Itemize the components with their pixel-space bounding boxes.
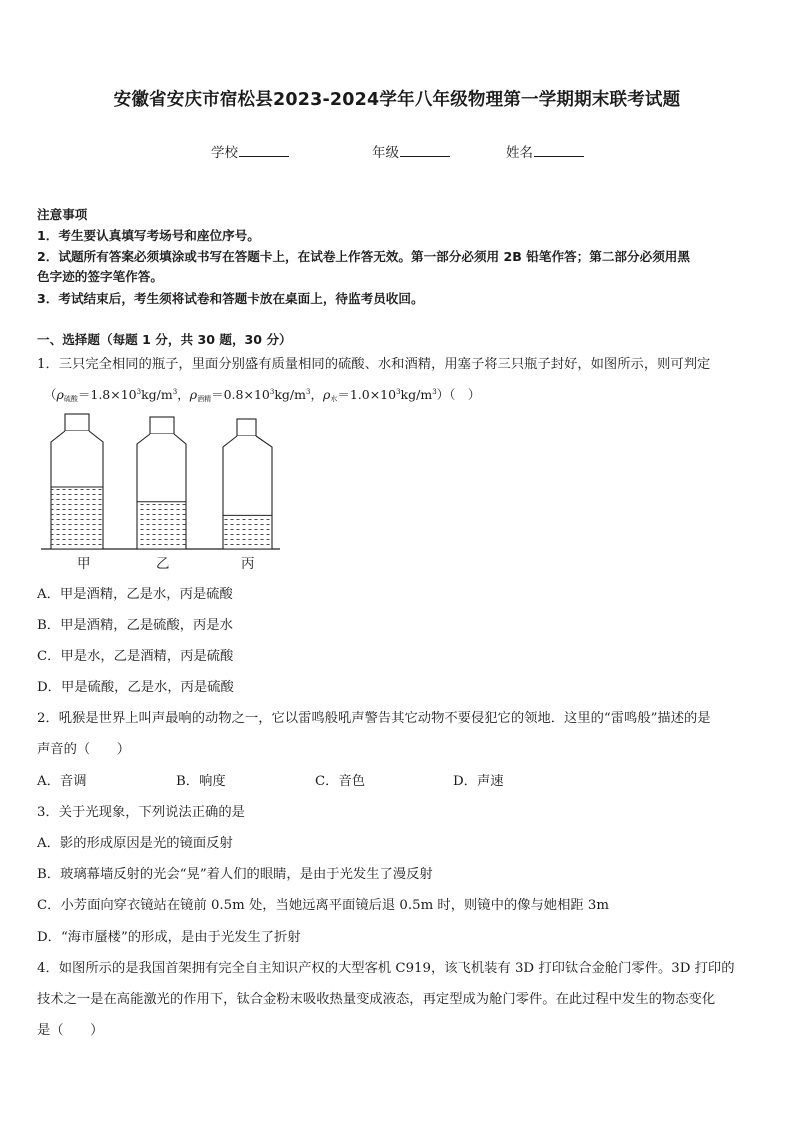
q3-option-b[interactable]: B．玻璃幕墙反射的光会“晃”着人们的眼睛，是由于光发生了漫反射 [37, 867, 433, 882]
q1-option-b[interactable]: B．甲是酒精，乙是硫酸，丙是水 [37, 618, 233, 633]
q2-option-a[interactable]: A．音调 [37, 774, 87, 789]
q3-option-c[interactable]: C．小芳面向穿衣镜站在镜前 0.5m 处，当她远离平面镜后退 0.5m 时，则镜中的像与她相距 3m [37, 898, 609, 913]
q2-option-b[interactable]: B．响度 [176, 774, 226, 789]
exam-title: 安徽省安庆市宿松县2023-2024学年八年级物理第一学期期末联考试题 [113, 90, 681, 110]
school-label: 学校 [211, 145, 238, 161]
bottle-bing [223, 419, 272, 549]
q3-option-a[interactable]: A．影的形成原因是光的镜面反射 [37, 836, 233, 851]
question-4-stem-end: 是（ ） [37, 1023, 104, 1038]
bottle-label-bing: 丙 [241, 556, 255, 572]
bottle-label-jia: 甲 [77, 556, 91, 572]
question-3-stem: 3．关于光现象，下列说法正确的是 [37, 805, 245, 820]
q2-option-c[interactable]: C．音色 [315, 774, 366, 789]
section-heading: 一、选择题（每题 1 分，共 30 题，30 分） [37, 332, 292, 347]
question-1-condition: （$\rho_{硫酸}=1.8\times 10^3kg/m^3$，$\rho_{酒精}=0.8\times 10^3kg/m^3$，$\rho_水=1.0\times 10^3kg/m^3$）（ ） [44, 387, 481, 403]
bottle-jia [51, 414, 103, 549]
q1-option-d[interactable]: D．甲是硫酸，乙是水，丙是硫酸 [37, 680, 234, 695]
notice-item: 色字迹的签字笔作答。 [37, 269, 163, 284]
liquid-jia [52, 487, 103, 548]
bottles-figure [38, 412, 288, 574]
notice-item: 1．考生要认真填写考场号和座位序号。 [37, 228, 260, 243]
grade-label: 年级 [372, 145, 399, 161]
school-blank[interactable] [239, 142, 289, 157]
school-field[interactable] [211, 141, 289, 161]
notice-item: 2．试题所有答案必须填涂或书写在答题卡上，在试卷上作答无效。第一部分必须用 2B 铅笔作答；第二部分必须用黑 [37, 249, 690, 264]
liquid-bing [224, 515, 272, 548]
question-2-stem-cont: 声音的（ ） [37, 742, 131, 757]
q2-option-d[interactable]: D．声速 [453, 774, 504, 789]
liquid-yi [138, 502, 186, 549]
question-4-stem-cont: 技术之一是在高能激光的作用下，钛合金粉末吸收热量变成液态，再定型成为舱门零件。在此过程中发生的物态变化 [37, 992, 716, 1007]
q3-option-d[interactable]: D．“海市蜃楼”的形成，是由于光发生了折射 [37, 930, 301, 945]
name-blank[interactable] [534, 142, 584, 157]
name-label: 姓名 [506, 145, 533, 161]
q1-option-a[interactable]: A．甲是酒精，乙是水，丙是硫酸 [37, 587, 233, 602]
grade-field[interactable] [372, 141, 450, 161]
question-1-stem: 1．三只完全相同的瓶子，里面分别盛有质量相同的硫酸、水和酒精，用塞子将三只瓶子封好，如图所示，则可判定 [37, 357, 711, 372]
question-4-stem: 4．如图所示的是我国首架拥有完全自主知识产权的大型客机 C919，该飞机装有 3D 打印钛合金舱门零件。3D 打印的 [37, 961, 735, 976]
grade-blank[interactable] [400, 142, 450, 157]
name-field[interactable] [506, 141, 584, 161]
question-2-stem: 2．吼猴是世界上叫声最响的动物之一，它以雷鸣般吼声警告其它动物不要侵犯它的领地．这里的“雷鸣般”描述的是 [37, 711, 711, 726]
notice-item: 3．考试结束后，考生须将试卷和答题卡放在桌面上，待监考员收回。 [37, 291, 424, 306]
notice-heading: 注意事项 [37, 207, 88, 222]
bottle-yi [137, 417, 186, 549]
bottle-label-yi: 乙 [156, 556, 170, 572]
q1-option-c[interactable]: C．甲是水，乙是酒精，丙是硫酸 [37, 649, 234, 664]
